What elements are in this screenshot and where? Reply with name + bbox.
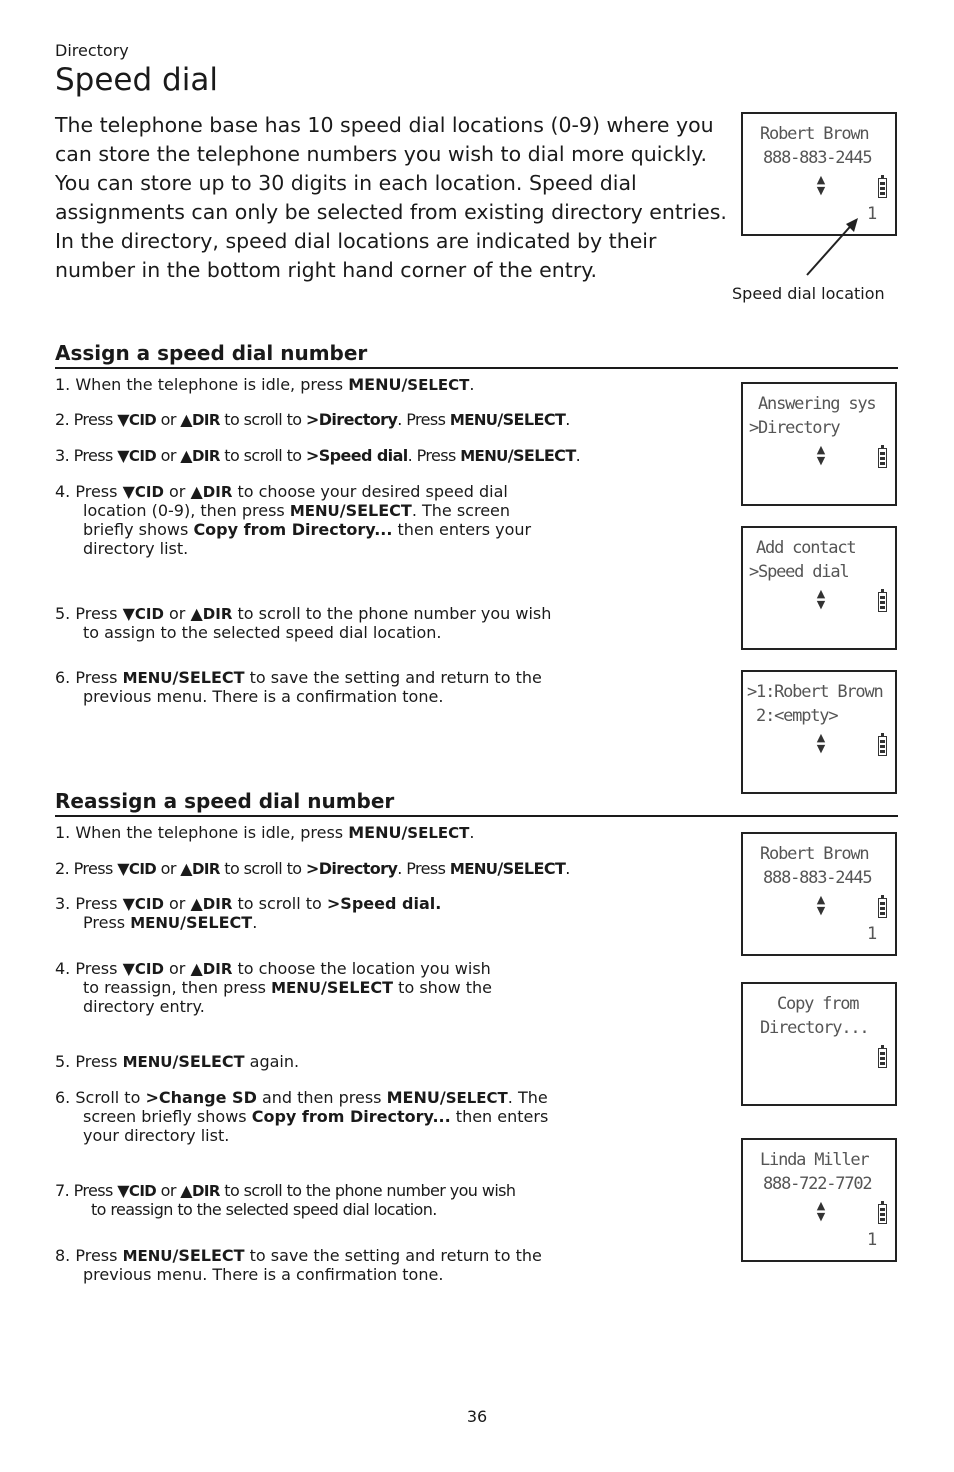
down-triangle-icon: ▼ — [117, 859, 129, 878]
pointer-arrow-icon — [800, 210, 870, 280]
up-triangle-icon: ▲ — [190, 959, 203, 978]
lcd-line-2: >Directory — [749, 418, 840, 438]
speed-dial-location-number: 1 — [867, 924, 878, 944]
assign-heading: Assign a speed dial number — [55, 340, 898, 369]
assign-step-6: 6. Press MENU/SELECT to save the setting and return to the previous menu. There is a confirmation tone. — [55, 668, 542, 706]
reassign-step-8: 8. Press MENU/SELECT to save the setting and return to the previous menu. There is a confirmation tone. — [55, 1246, 542, 1284]
up-triangle-icon: ▲ — [190, 604, 203, 623]
lcd-line-1: Add contact — [756, 538, 856, 558]
battery-icon — [878, 1048, 887, 1068]
reassign-step-6: 6. Scroll to >Change SD and then press MENU/SELECT. The screen briefly shows Copy from Directory... then enters your directory list. — [55, 1088, 549, 1145]
reassign-step-4: 4. Press ▼CID or ▲DIR to choose the location you wish to reassign, then press MENU/SELECT to show the directory entry. — [55, 959, 493, 1016]
up-down-arrows-icon: ▲ ▼ — [816, 731, 826, 755]
assign-step-3: 3. Press ▼CID or ▲DIR to scroll to >Speed dial. Press MENU/SELECT. — [55, 446, 581, 465]
speed-dial-location-caption: Speed dial location — [732, 284, 885, 303]
up-triangle-icon: ▲ — [190, 894, 203, 913]
assign-step-4: 4. Press ▼CID or ▲DIR to choose your desired speed dial location (0-9), then press MENU/SELECT. The screen briefly shows Copy from Directory... then enters your directory list. — [55, 482, 532, 558]
battery-icon — [878, 178, 887, 198]
battery-icon — [878, 1204, 887, 1224]
down-triangle-icon: ▼ — [122, 482, 135, 501]
up-triangle-icon: ▲ — [180, 446, 193, 465]
reassign-step-3: 3. Press ▼CID or ▲DIR to scroll to >Speed dial. Press MENU/SELECT. — [55, 894, 442, 932]
reassign-step-2: 2. Press ▼CID or ▲DIR to scroll to >Directory. Press MENU/SELECT. — [55, 859, 570, 878]
lcd-line-1: Robert Brown — [760, 124, 869, 144]
down-triangle-icon: ▼ — [122, 604, 135, 623]
up-down-arrows-icon: ▲ ▼ — [816, 443, 826, 467]
lcd-line-1: Linda Miller — [760, 1150, 869, 1170]
lcd-line-2: >Speed dial — [749, 562, 849, 582]
down-triangle-icon: ▼ — [122, 959, 135, 978]
lcd-line-1: Answering sys — [758, 394, 876, 414]
up-down-arrows-icon: ▲ ▼ — [816, 1199, 826, 1223]
intro-paragraph: The telephone base has 10 speed dial locations (0-9) where you can store the telephone numbers you wish to dial more quickly. You can store up to 30 digits in each location. Speed dial assignments can only be selected from existing directory entries. In the directory, speed dial locations are indicated by their number in the bottom right hand corner of the entry. — [55, 113, 727, 282]
reassign-step-7: 7. Press ▼CID or ▲DIR to scroll to the phone number you wish to reassign to the selected speed dial location. — [55, 1181, 516, 1219]
up-down-arrows-icon: ▲ ▼ — [816, 893, 826, 917]
down-triangle-icon: ▼ — [117, 410, 129, 429]
lcd-screen-linda-miller — [741, 1138, 897, 1262]
page-number: 36 — [466, 1407, 488, 1426]
up-triangle-icon: ▲ — [180, 410, 193, 429]
reassign-step-1: 1. When the telephone is idle, press MENU/SELECT. — [55, 823, 475, 842]
lcd-line-1: >1:Robert Brown — [747, 682, 883, 702]
assign-step-2: 2. Press ▼CID or ▲DIR to scroll to >Directory. Press MENU/SELECT. — [55, 410, 570, 429]
battery-icon — [878, 898, 887, 918]
down-triangle-icon: ▼ — [117, 446, 129, 465]
speed-dial-location-number: 1 — [867, 204, 878, 224]
down-triangle-icon: ▼ — [122, 894, 135, 913]
up-triangle-icon: ▲ — [190, 482, 203, 501]
page-title: Speed dial — [55, 62, 218, 98]
reassign-heading: Reassign a speed dial number — [55, 788, 898, 817]
up-triangle-icon: ▲ — [180, 1181, 193, 1200]
lcd-screen-copy-from-directory — [741, 982, 897, 1106]
down-triangle-icon: ▼ — [117, 1181, 129, 1200]
battery-icon — [878, 736, 887, 756]
assign-step-1: 1. When the telephone is idle, press MENU/SELECT. — [55, 375, 475, 394]
speed-dial-location-number: 1 — [867, 1230, 878, 1250]
lcd-line-1: Robert Brown — [760, 844, 869, 864]
up-down-arrows-icon: ▲ ▼ — [816, 587, 826, 611]
up-triangle-icon: ▲ — [180, 859, 193, 878]
lcd-line-1: Copy from — [777, 994, 859, 1014]
up-down-arrows-icon: ▲ ▼ — [816, 173, 826, 197]
reassign-step-5: 5. Press MENU/SELECT again. — [55, 1052, 300, 1071]
lcd-line-2: Directory... — [760, 1018, 869, 1038]
battery-icon — [878, 592, 887, 612]
lcd-screen-answering-directory — [741, 382, 897, 506]
lcd-screen-reassign-entry — [741, 832, 897, 956]
lcd-screen-add-contact-speed-dial — [741, 526, 897, 650]
assign-step-5: 5. Press ▼CID or ▲DIR to scroll to the phone number you wish to assign to the selected speed dial location. — [55, 604, 552, 642]
section-label: Directory — [55, 41, 129, 60]
lcd-line-2: 2:<empty> — [747, 706, 838, 726]
lcd-screen-speed-dial-list — [741, 670, 897, 794]
battery-icon — [878, 448, 887, 468]
lcd-line-2: 888-883-2445 — [763, 148, 872, 168]
lcd-line-2: 888-722-7702 — [763, 1174, 872, 1194]
lcd-line-2: 888-883-2445 — [763, 868, 872, 888]
